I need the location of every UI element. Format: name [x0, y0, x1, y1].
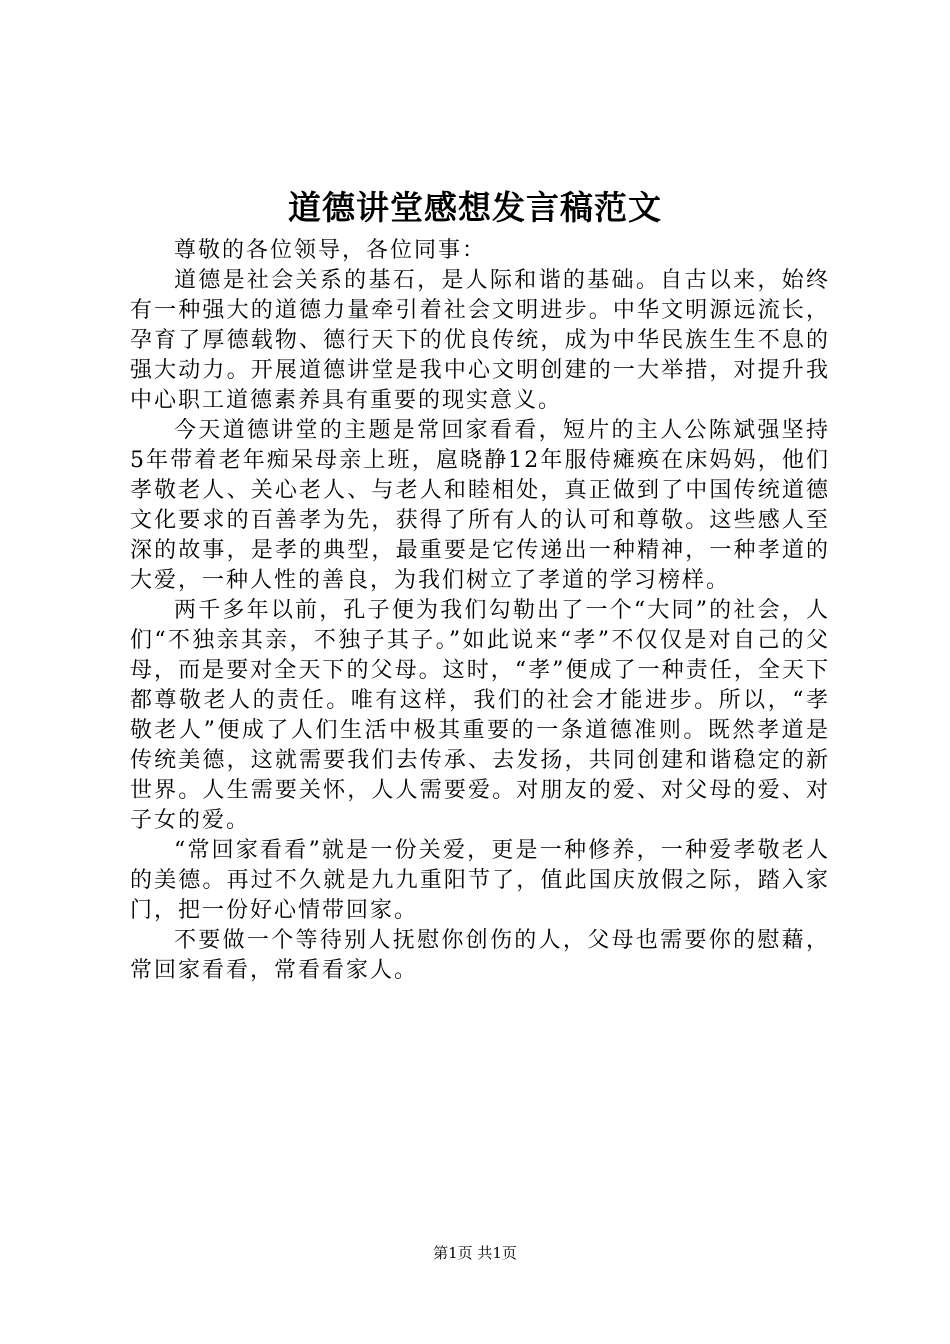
- paragraph: 两千多年以前，孔子便为我们勾勒出了一个“大同”的社会，人们“不独亲其亲，不独子其子。”如此说来“孝”不仅仅是对自己的父母，而是要对全天下的父母。这时，“孝”便成了一种责任，全天下都尊敬老人的责任。唯有这样，我们的社会才能进步。所以，“孝敬老人”便成了人们生活中极其重要的一条道德准则。既然孝道是传统美德，这就需要我们去传承、去发扬，共同创建和谐稳定的新世界。人生需要关怀，人人需要爱。对朋友的爱、对父母的爱、对子女的爱。: [130, 598, 830, 833]
- paragraph: 道德是社会关系的基石，是人际和谐的基础。自古以来，始终有一种强大的道德力量牵引着社会文明进步。中华文明源远流长，孕育了厚德载物、德行天下的优良传统，成为中华民族生生不息的强大动力。开展道德讲堂是我中心文明创建的一大举措，对提升我中心职工道德素养具有重要的现实意义。: [130, 268, 830, 413]
- paragraph: 不要做一个等待别人抚慰你创伤的人，父母也需要你的慰藉，常回家看看，常看看家人。: [130, 928, 830, 983]
- page-number-footer: 第1页 共1页: [433, 1244, 517, 1262]
- document-title: 道德讲堂感想发言稿范文: [288, 188, 662, 227]
- paragraph: “常回家看看”就是一份关爱，更是一种修养，一种爱孝敬老人的美德。再过不久就是九九重阳节了，值此国庆放假之际，踏入家门，把一份好心情带回家。: [130, 838, 830, 923]
- document-body: [130, 236, 830, 986]
- salutation: 尊敬的各位领导，各位同事：: [174, 238, 487, 263]
- paragraph: 今天道德讲堂的主题是常回家看看，短片的主人公陈斌强坚持5年带着老年痴呆母亲上班，扈晓静12年服侍瘫痪在床妈妈，他们孝敬老人、关心老人、与老人和睦相处，真正做到了中国传统道德文化要求的百善孝为先，获得了所有人的认可和尊敬。这些感人至深的故事，是孝的典型，最重要是它传递出一种精神，一种孝道的大爱，一种人性的善良，为我们树立了孝道的学习榜样。: [130, 418, 830, 593]
